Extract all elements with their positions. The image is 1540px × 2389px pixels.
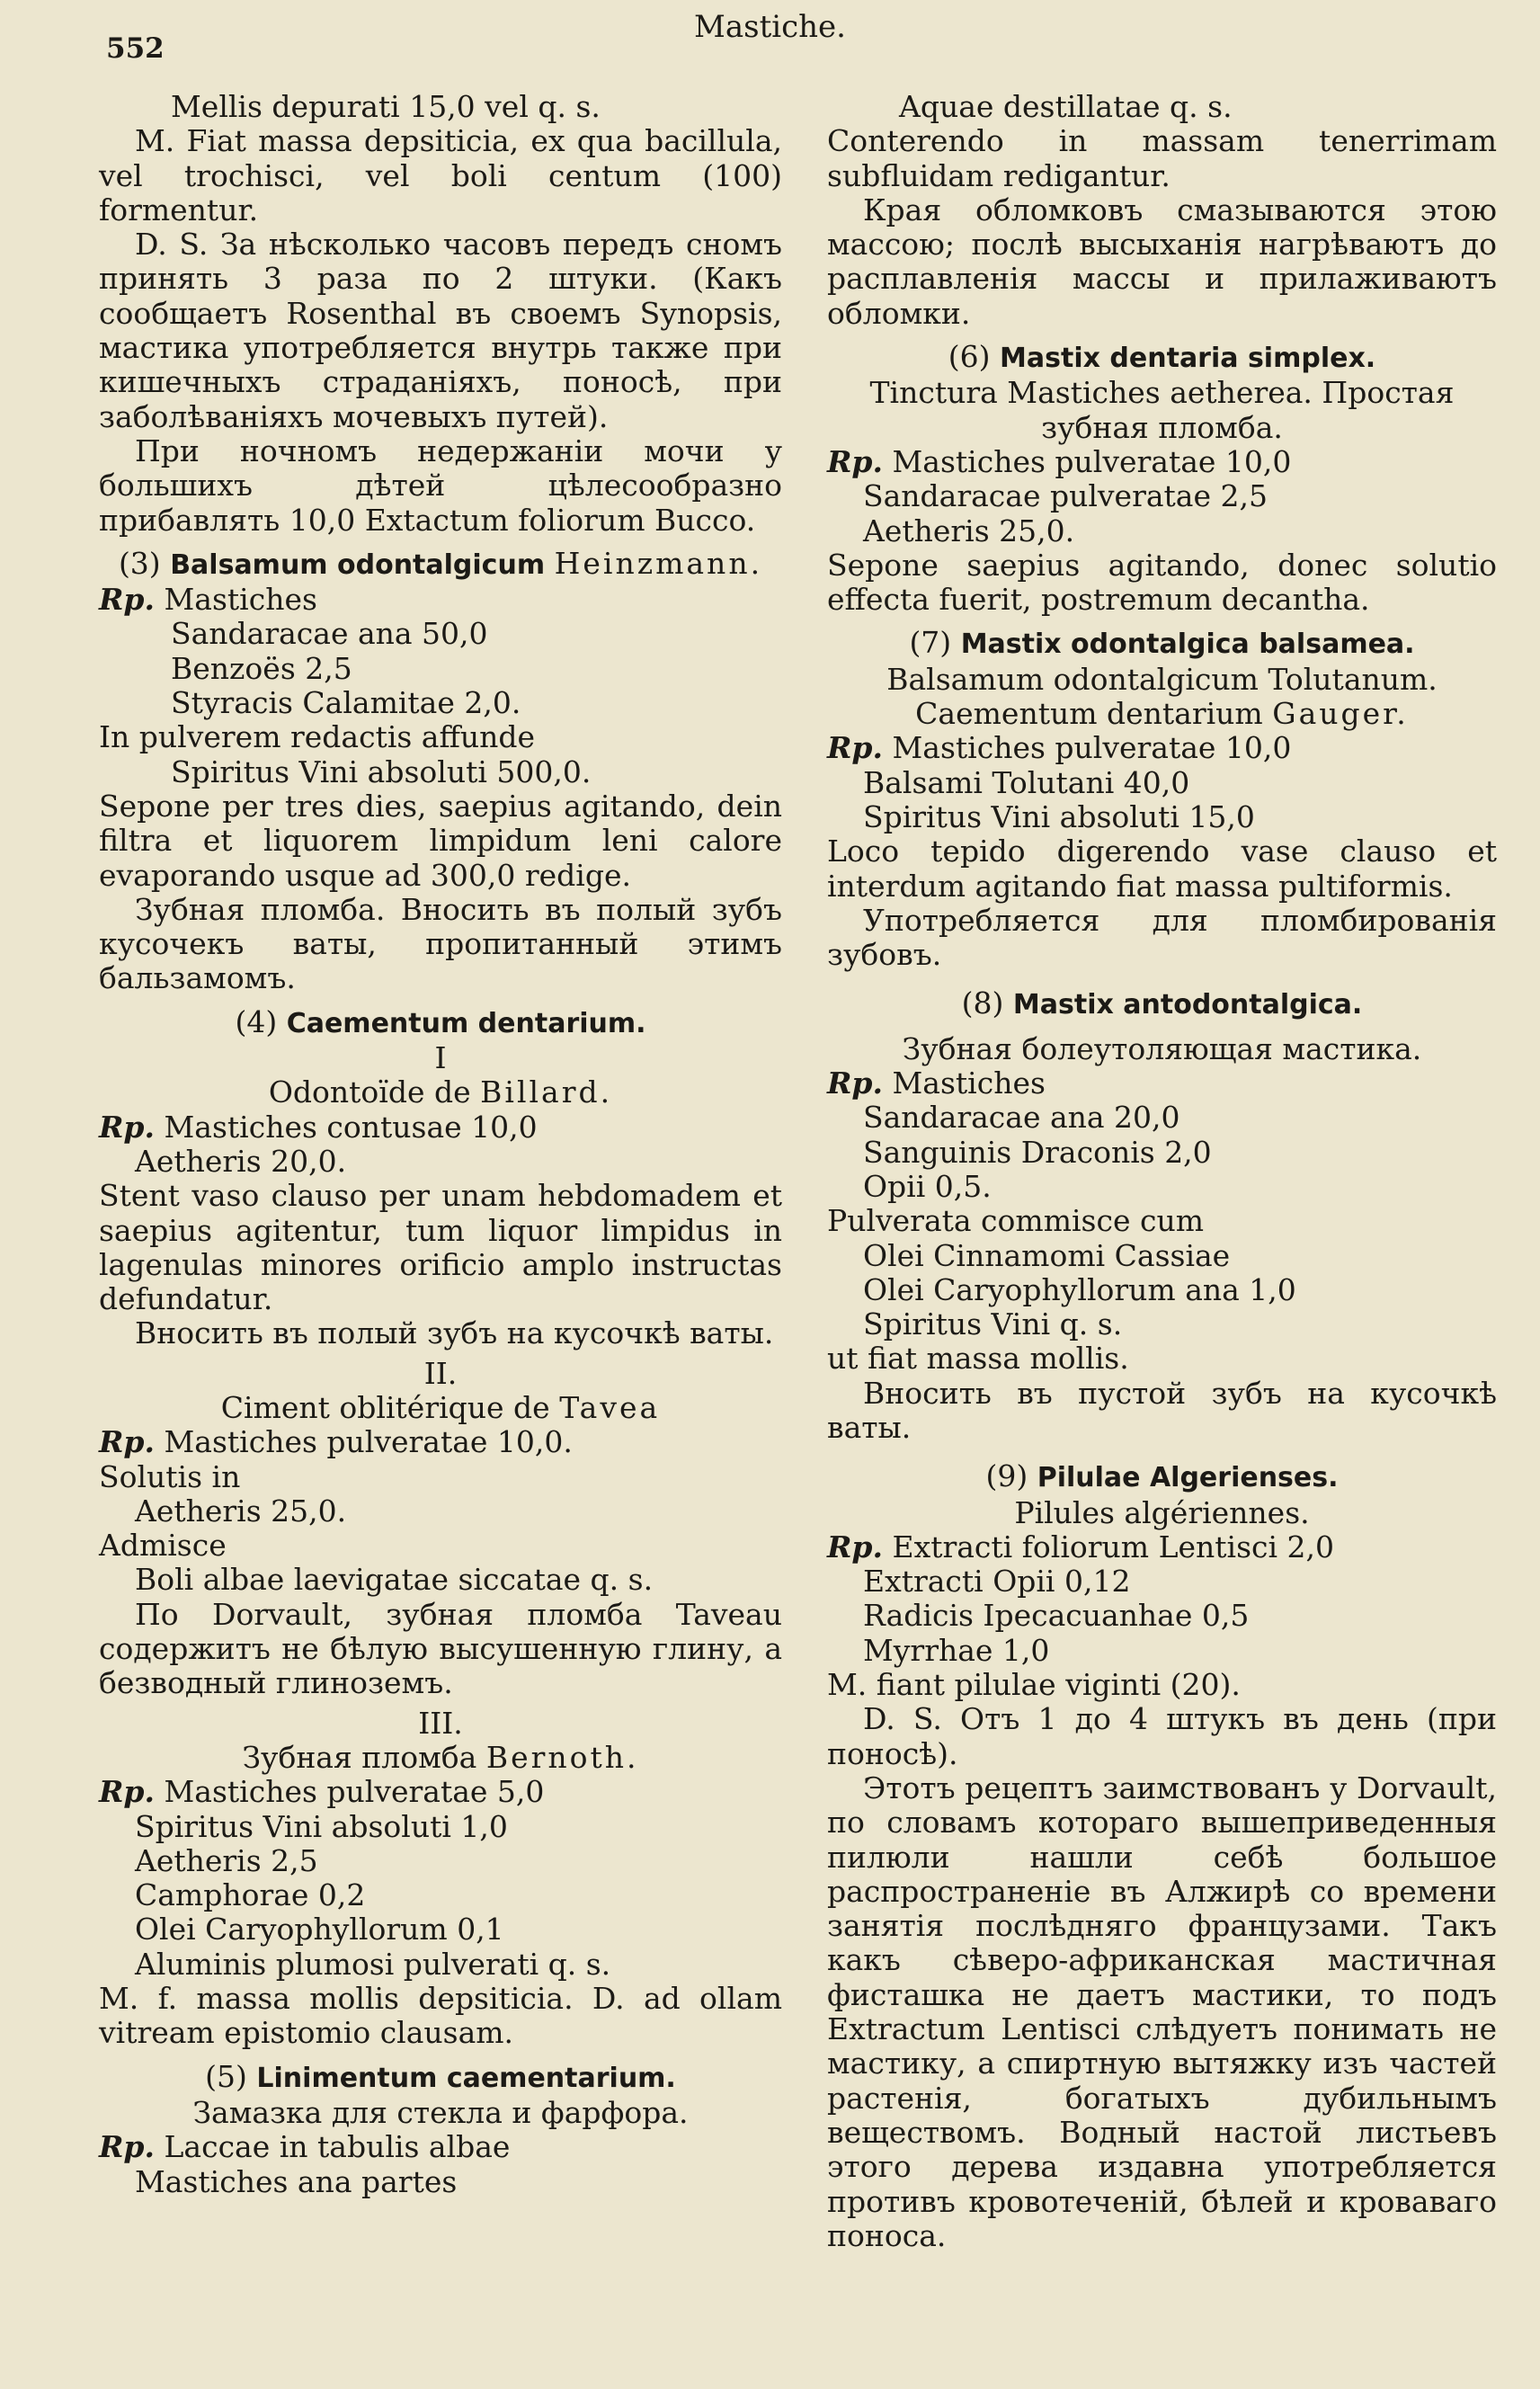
section-subtitle bbox=[827, 663, 1497, 732]
ingredient: Spiritus Vini absoluti 15,0 bbox=[863, 798, 1255, 834]
recipe-line bbox=[827, 731, 1497, 765]
section-heading bbox=[827, 340, 1497, 376]
ingredient: Aquae destillatae q. s. bbox=[899, 89, 1233, 124]
paragraph: Sepone saepius agitando, donec solutio effecta fuerit, postremum decantha. bbox=[827, 547, 1497, 618]
rp-mark: Rp. bbox=[827, 1529, 883, 1564]
ingredient: Aetheris 25,0. bbox=[135, 1493, 347, 1529]
section-number: (9) bbox=[985, 1458, 1028, 1494]
paragraph: M. fiant pilulae viginti (20). bbox=[827, 1667, 1241, 1703]
paragraph: Вносить въ пустой зубъ на кусочкѣ ваты. bbox=[827, 1375, 1497, 1445]
subsection-title bbox=[99, 1391, 782, 1425]
section-title: Mastix odontalgica balsamea. bbox=[960, 628, 1415, 661]
section-number: (4) bbox=[235, 1003, 278, 1039]
subsection-title bbox=[99, 1741, 782, 1775]
rp-mark: Rp. bbox=[827, 443, 883, 479]
section-number: (6) bbox=[948, 339, 991, 375]
ingredient: Aetheris 25,0. bbox=[863, 513, 1075, 548]
paragraph: Pulverata commisce cum bbox=[827, 1203, 1205, 1239]
subsection-roman: III. bbox=[418, 1705, 463, 1741]
page-number: 552 bbox=[106, 32, 165, 65]
subsection-roman: II. bbox=[423, 1355, 458, 1391]
subtitle-author: Gauger. bbox=[1272, 696, 1409, 732]
paragraph: По Dorvault, зубная пломба Taveau содержитъ не бѣлую высушенную глину, а безводный глиноземъ. bbox=[99, 1596, 782, 1701]
paragraph: ut fiat massa mollis. bbox=[827, 1341, 1129, 1377]
rp-mark: Rp. bbox=[99, 1109, 155, 1145]
ingredient: Myrrhae 1,0 bbox=[863, 1632, 1050, 1668]
paragraph: M. f. massa mollis depsiticia. D. ad ollam vitream epistomio clausam. bbox=[99, 1981, 782, 2051]
section-subtitle bbox=[827, 376, 1497, 445]
ingredient: Camphorae 0,2 bbox=[135, 1877, 366, 1913]
paragraph: Вносить въ полый зубъ на кусочкѣ ваты. bbox=[135, 1315, 774, 1351]
ingredient: Spiritus Vini absoluti 1,0 bbox=[135, 1808, 508, 1844]
section-subtitle: Pilules algériennes. bbox=[1014, 1494, 1310, 1530]
running-title: Mastiche. bbox=[694, 9, 846, 45]
rp-mark: Rp. bbox=[99, 1774, 155, 1810]
section-heading bbox=[827, 626, 1497, 662]
recipe-line bbox=[827, 1530, 1497, 1564]
ingredient: Mastiches bbox=[164, 582, 317, 618]
ingredient: Mastiches pulveratae 5,0 bbox=[164, 1774, 545, 1810]
recipe-line bbox=[99, 1110, 782, 1145]
ingredient: Extracti Opii 0,12 bbox=[863, 1564, 1131, 1600]
section-number: (7) bbox=[909, 625, 952, 661]
paragraph: D. S. За нѣсколько часовъ передъ сномъ принять 3 раза по 2 штуки. (Какъ сообщаетъ Rosenthal въ своемъ Synopsis, мастика употребляется внутрь также при кишечныхъ страданіяхъ, поносѣ, при заболѣваніяхъ мочевыхъ путей). bbox=[99, 227, 782, 434]
paragraph: Этотъ рецептъ заимствованъ у Dorvault, по словамъ котораго вышеприведенныя пилюли нашли себѣ большое распространеніе въ Алжирѣ со времени занятія послѣдняго французами. Такъ какъ сѣверо-африканская мастичная фисташка не даетъ мастики, то подъ Extractum Lentisci слѣдуетъ понимать не мастику, а спиртную вытяжку изъ частей растенія, богатыхъ дубильнымъ веществомъ. Водный настой листьевъ этого дерева издавна употребляется противъ кровотеченій, бѣлей и кроваваго поноса. bbox=[827, 1769, 1497, 2253]
paragraph: Края обломковъ смазываются этою массою; послѣ высыханія нагрѣваютъ до расплавленія массы и прилаживаютъ обломки. bbox=[827, 192, 1497, 331]
ingredient: Boli albae laevigatae siccatae q. s. bbox=[135, 1562, 654, 1598]
paragraph: Употребляется для пломбированія зубовъ. bbox=[827, 902, 1497, 973]
section-subtitle: Замазка для стекла и фарфора. bbox=[192, 2094, 689, 2130]
subtitle-latin: Tinctura Mastiches aetherea. bbox=[869, 375, 1313, 411]
ingredient: Spiritus Vini q. s. bbox=[863, 1306, 1123, 1342]
ingredient: Sandaracae ana 20,0 bbox=[863, 1100, 1180, 1136]
section-title: Pilulae Algerienses. bbox=[1037, 1462, 1339, 1494]
paragraph: Зубная пломба. Вносить въ полый зубъ кусочекъ ваты, пропитанный этимъ бальзамомъ. bbox=[99, 891, 782, 996]
paragraph: Loco tepido digerendo vase clauso et interdum agitando fiat massa pultiformis. bbox=[827, 833, 1497, 904]
subsection-name: Ciment oblitérique de bbox=[220, 1389, 550, 1425]
section-subtitle: Зубная болеутоляющая мастика. bbox=[902, 1030, 1422, 1066]
subsection-name: Odontoïde de bbox=[268, 1074, 471, 1110]
recipe-ingredient: Mellis depurati 15,0 vel q. s. bbox=[171, 89, 601, 124]
subsection-name: Зубная пломба bbox=[242, 1739, 477, 1775]
ingredient: Extracti foliorum Lentisci 2,0 bbox=[892, 1529, 1335, 1564]
ingredient: Mastiches pulveratae 10,0. bbox=[164, 1424, 573, 1460]
paragraph: Conterendo in massam tenerrimam subfluidam redigantur. bbox=[827, 123, 1497, 193]
ingredient: Olei Cinnamomi Cassiae bbox=[863, 1237, 1231, 1273]
section-heading bbox=[99, 1005, 782, 1041]
right-column bbox=[827, 90, 1497, 2253]
subsection-author: Billard. bbox=[480, 1074, 613, 1110]
ingredient: Benzoës 2,5 bbox=[171, 650, 352, 686]
ingredient: Aetheris 2,5 bbox=[135, 1842, 318, 1878]
paragraph: In pulverem redactis affunde bbox=[99, 719, 536, 755]
paragraph: Sepone per tres dies, saepius agitando, dein filtra et liquorem limpidum leni calore evaporando usque ad 300,0 redige. bbox=[99, 788, 782, 893]
section-number: (5) bbox=[205, 2058, 247, 2094]
recipe-line bbox=[99, 2130, 782, 2164]
rp-mark: Rp. bbox=[99, 2129, 155, 2165]
paragraph: M. Fiat massa depsiticia, ex qua bacillula, vel trochisci, vel boli centum (100) formentur. bbox=[99, 123, 782, 227]
rp-mark: Rp. bbox=[99, 1424, 155, 1460]
ingredient: Mastiches pulveratae 10,0 bbox=[892, 730, 1292, 766]
ingredient: Balsami Tolutani 40,0 bbox=[863, 764, 1190, 800]
ingredient: Solutis in bbox=[99, 1458, 241, 1494]
section-number: (3) bbox=[118, 545, 161, 581]
section-heading bbox=[99, 547, 782, 583]
section-title: Mastix dentaria simplex. bbox=[1000, 343, 1376, 375]
subsection-author: Tavea bbox=[559, 1389, 661, 1425]
recipe-line bbox=[99, 1775, 782, 1809]
ingredient: Admisce bbox=[99, 1528, 227, 1564]
recipe-line bbox=[99, 1425, 782, 1459]
ingredient: Spiritus Vini absoluti 500,0. bbox=[171, 753, 592, 789]
paragraph: Stent vaso clauso per unam hebdomadem et saepius agitentur, tum liquor limpidus in lagenulas minores orificio amplo instructas defundatur. bbox=[99, 1178, 782, 1317]
recipe-line bbox=[827, 445, 1497, 479]
ingredient: Olei Caryophyllorum ana 1,0 bbox=[863, 1271, 1296, 1307]
ingredient: Sandaracae pulveratae 2,5 bbox=[863, 478, 1268, 514]
paragraph: D. S. Отъ 1 до 4 штукъ въ день (при поносѣ). bbox=[827, 1701, 1497, 1771]
ingredient: Opii 0,5. bbox=[863, 1168, 992, 1204]
subsection-title bbox=[99, 1075, 782, 1110]
subtitle-latin: Balsamum odontalgicum Tolutanum. Caementum dentarium bbox=[886, 661, 1438, 732]
recipe-line bbox=[827, 1066, 1497, 1101]
section-title: Mastix antodontalgica. bbox=[1012, 989, 1363, 1021]
section-heading bbox=[827, 986, 1497, 1022]
section-title: Balsamum odontalgicum bbox=[170, 548, 546, 581]
section-heading bbox=[99, 2060, 782, 2096]
ingredient: Sandaracae ana 50,0 bbox=[171, 616, 488, 652]
ingredient: Mastiches pulveratae 10,0 bbox=[892, 443, 1292, 479]
ingredient: Mastiches bbox=[892, 1065, 1046, 1101]
section-heading bbox=[827, 1459, 1497, 1495]
section-title: Linimentum caementarium. bbox=[256, 2062, 676, 2094]
subsection-author: Bernoth. bbox=[485, 1739, 639, 1775]
ingredient: Mastiches contusae 10,0 bbox=[164, 1109, 538, 1145]
rp-mark: Rp. bbox=[827, 1065, 883, 1101]
ingredient: Aluminis plumosi pulverati q. s. bbox=[135, 1946, 611, 1982]
rp-mark: Rp. bbox=[99, 582, 155, 618]
subsection-roman: I bbox=[434, 1040, 447, 1076]
ingredient: Radicis Ipecacuanhae 0,5 bbox=[863, 1598, 1250, 1634]
ingredient: Mastiches ana partes bbox=[135, 2163, 458, 2199]
ingredient: Aetheris 20,0. bbox=[135, 1143, 347, 1179]
section-author: Heinzmann. bbox=[554, 545, 763, 581]
ingredient: Olei Caryophyllorum 0,1 bbox=[135, 1912, 504, 1948]
recipe-line bbox=[99, 583, 782, 617]
section-title: Caementum dentarium. bbox=[286, 1007, 646, 1039]
paragraph: При ночномъ недержаніи мочи у большихъ дѣтей цѣлесообразно прибавлять 10,0 Extactum foliorum Bucco. bbox=[99, 432, 782, 538]
rp-mark: Rp. bbox=[827, 730, 883, 766]
ingredient: Laccae in tabulis albae bbox=[164, 2129, 511, 2165]
section-number: (8) bbox=[961, 985, 1004, 1021]
ingredient: Styracis Calamitae 2,0. bbox=[171, 685, 521, 721]
ingredient: Sanguinis Draconis 2,0 bbox=[863, 1134, 1212, 1170]
left-column bbox=[99, 90, 782, 2199]
subtitle-russian: Простая зубная пломба. bbox=[1041, 375, 1455, 445]
